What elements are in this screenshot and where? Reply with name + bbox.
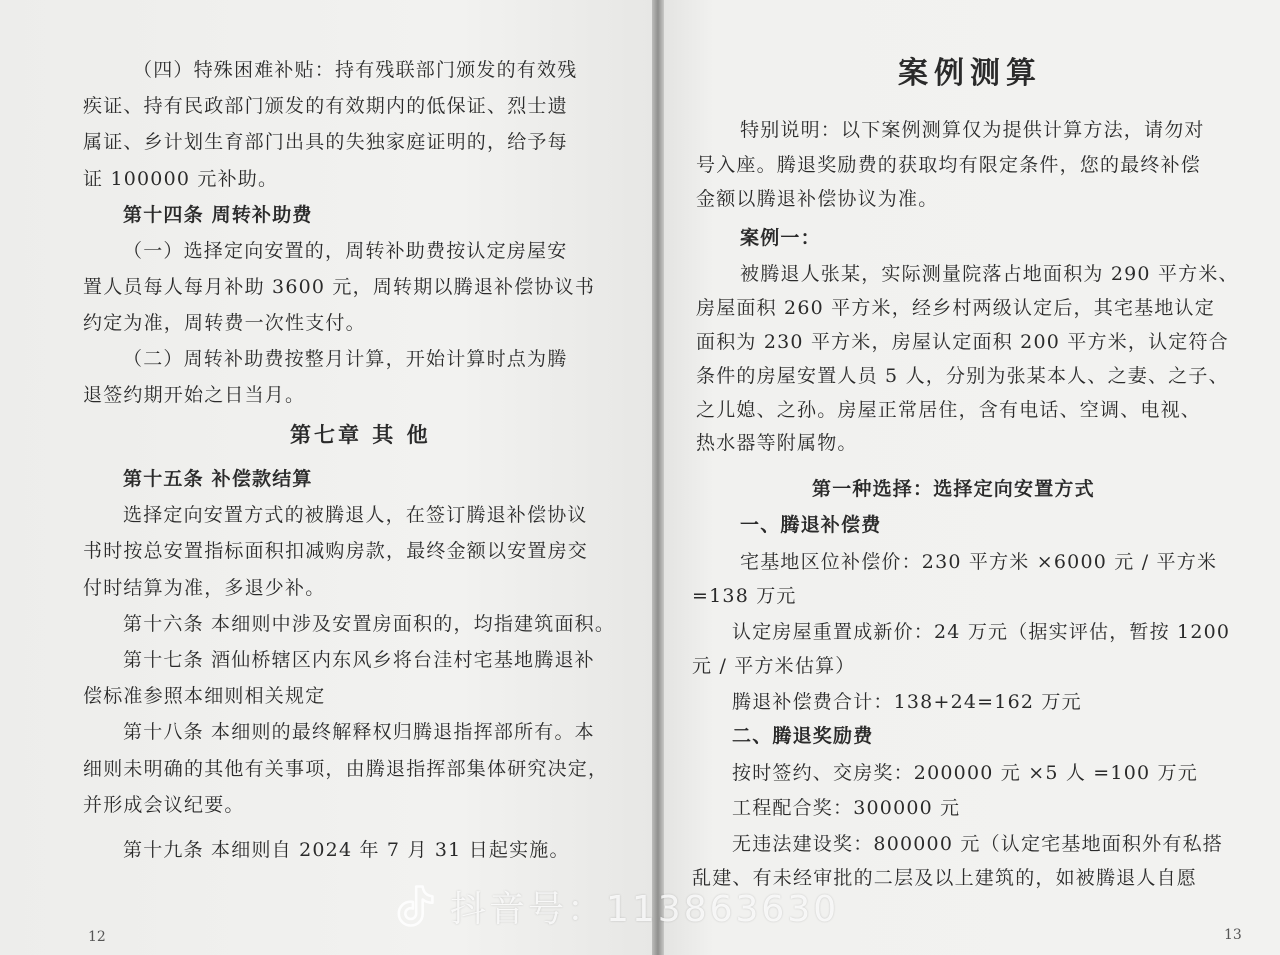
article-line: 第十九条 本细则自 2024 年 7 月 31 日起实施。 (123, 839, 570, 861)
text-line: （二）周转补助费按整月计算，开始计算时点为腾 (123, 348, 568, 370)
section-heading: 第一种选择：选择定向安置方式 (812, 478, 1095, 500)
article-line: 第十七条 酒仙桥辖区内东风乡将台洼村宅基地腾退补 (123, 649, 595, 671)
article-heading: 第十四条 周转补助费 (123, 204, 313, 226)
text-line: 属证、乡计划生育部门出具的失独家庭证明的，给予每 (83, 131, 568, 153)
page-title: 案例测算 (898, 56, 1042, 91)
douyin-logo-icon (388, 880, 440, 932)
text-line: （四）特殊困难补贴：持有残联部门颁发的有效残 (133, 59, 578, 81)
text-line: 宅基地区位补偿价：230 平方米 ×6000 元 / 平方米 (740, 551, 1218, 573)
text-line: 特别说明：以下案例测算仅为提供计算方法，请勿对 (740, 119, 1205, 141)
text-line: 面积为 230 平方米，房屋认定面积 200 平方米，认定符合 (696, 331, 1229, 353)
article-line: 第十六条 本细则中涉及安置房面积的，均指建筑面积。 (123, 613, 616, 635)
text-line: 置人员每人每月补助 3600 元，周转期以腾退补偿协议书 (83, 276, 596, 298)
text-line: 之儿媳、之孙。房屋正常居住，含有电话、空调、电视、 (696, 399, 1202, 421)
watermark (388, 880, 839, 932)
book-gutter (652, 0, 664, 955)
text-line: 书时按总安置指标面积扣减购房款，最终金额以安置房交 (83, 540, 589, 562)
text-line: 约定为准，周转费一次性支付。 (83, 312, 366, 334)
text-line: 疾证、持有民政部门颁发的有效期内的低保证、烈士遗 (83, 95, 568, 117)
case-heading: 案例一： (740, 227, 821, 249)
text-line: 偿标准参照本细则相关规定 (83, 685, 326, 707)
subsection-heading: 一、腾退补偿费 (740, 514, 882, 536)
subsection-heading: 二、腾退奖励费 (732, 725, 874, 747)
text-line: 腾退补偿费合计：138+24=162 万元 (732, 691, 1082, 713)
right-page (664, 0, 1280, 955)
text-line: 付时结算为准，多退少补。 (83, 577, 326, 599)
text-line: 金额以腾退补偿协议为准。 (696, 188, 939, 210)
text-line: 工程配合奖：300000 元 (732, 797, 961, 819)
text-line: 细则未明确的其他有关事项，由腾退指挥部集体研究决定， (83, 758, 609, 780)
chapter-heading: 第七章 其 他 (290, 422, 431, 447)
text-line: 并形成会议纪要。 (83, 794, 245, 816)
text-line: 退签约期开始之日当月。 (83, 384, 306, 406)
page-number-right: 13 (1224, 927, 1242, 943)
text-line: 认定房屋重置成新价：24 万元（据实评估，暂按 1200 (732, 621, 1231, 643)
text-line: 按时签约、交房奖：200000 元 ×5 人 =100 万元 (732, 762, 1198, 784)
text-line: （一）选择定向安置的，周转补助费按认定房屋安 (123, 240, 568, 262)
article-line: 第十八条 本细则的最终解释权归腾退指挥部所有。本 (123, 721, 595, 743)
watermark-text: 抖音号：113863630 (450, 888, 840, 930)
text-line: 房屋面积 260 平方米，经乡村两级认定后，其宅基地认定 (696, 297, 1215, 319)
text-line: 乱建、有未经审批的二层及以上建筑的，如被腾退人自愿 (692, 867, 1198, 889)
article-heading: 第十五条 补偿款结算 (123, 468, 313, 490)
text-line: 条件的房屋安置人员 5 人，分别为张某本人、之妻、之子、 (696, 365, 1229, 387)
text-line: 号入座。腾退奖励费的获取均有限定条件，您的最终补偿 (696, 154, 1202, 176)
text-line: 无违法建设奖：800000 元（认定宅基地面积外有私搭 (732, 833, 1223, 855)
page-number-left: 12 (88, 929, 106, 945)
text-line: 证 100000 元补助。 (83, 168, 279, 190)
text-line: 选择定向安置方式的被腾退人，在签订腾退补偿协议 (123, 504, 588, 526)
text-line: 热水器等附属物。 (696, 432, 858, 454)
text-line: =138 万元 (692, 585, 797, 607)
text-line: 元 / 平方米估算） (692, 655, 856, 677)
text-line: 被腾退人张某，实际测量院落占地面积为 290 平方米、 (740, 263, 1239, 285)
